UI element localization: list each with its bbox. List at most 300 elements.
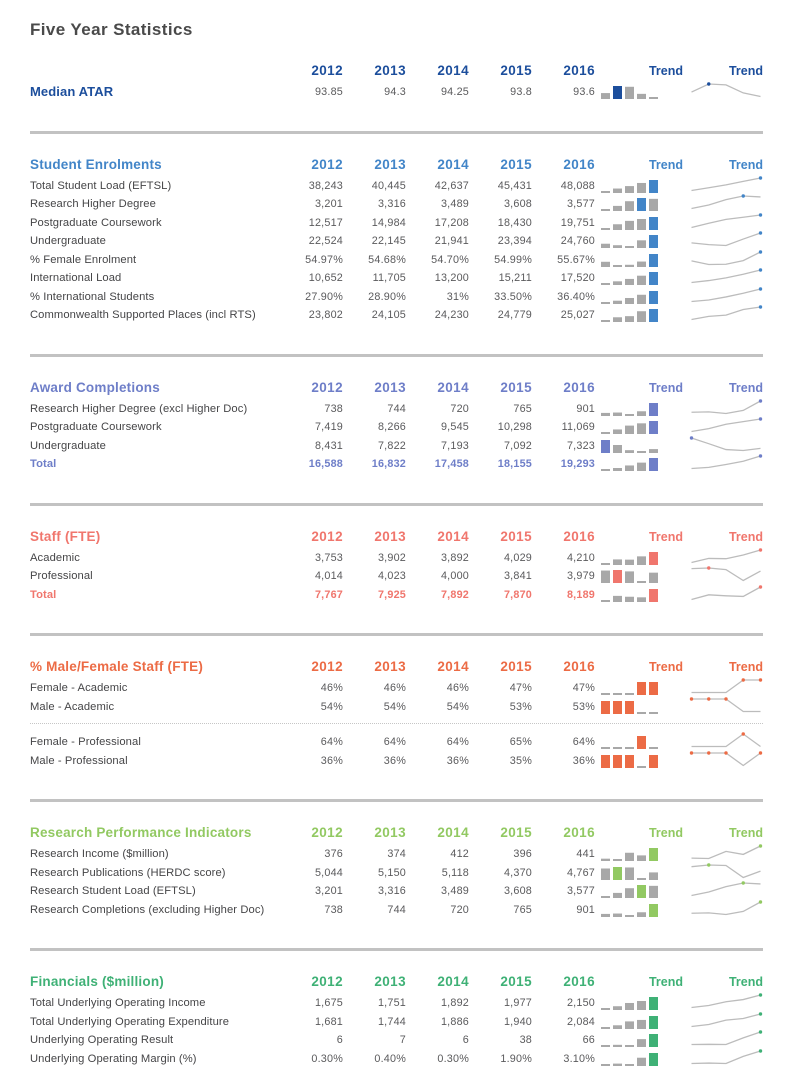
trend-bars-header: Trend xyxy=(648,157,683,172)
value-cell: 2,150 xyxy=(566,997,595,1009)
value-cell: 36% xyxy=(320,754,343,767)
value-cell: 1,892 xyxy=(440,997,469,1009)
section-header-row xyxy=(30,652,763,674)
value-cell: 54.70% xyxy=(431,253,469,266)
value-cell: 19,751 xyxy=(560,216,595,229)
section-title: Research Performance Indicators xyxy=(30,825,252,840)
section-header-row xyxy=(30,56,763,78)
value-cell: 0.30% xyxy=(437,1052,469,1065)
trend-bars-sparkline xyxy=(595,1015,683,1031)
row-label: Research Publications (HERDC score) xyxy=(30,866,226,879)
trend-bars-sparkline xyxy=(595,884,683,900)
trend-bars-sparkline xyxy=(595,754,683,770)
table-row xyxy=(30,398,763,417)
trend-line-sparkline xyxy=(683,880,763,900)
value-cell: 7,870 xyxy=(503,588,532,601)
year-header-2014: 2014 xyxy=(437,63,469,78)
trend-bars-sparkline xyxy=(595,996,683,1012)
value-cell: 5,150 xyxy=(377,866,406,879)
table-row xyxy=(30,899,763,918)
section-title: Staff (FTE) xyxy=(30,528,101,544)
trend-bars-header: Trend xyxy=(648,826,683,840)
value-cell: 738 xyxy=(324,402,343,415)
year-header-2014: 2014 xyxy=(437,156,469,172)
trend-line-sparkline xyxy=(683,992,763,1012)
row-label: Academic xyxy=(30,551,80,564)
value-cell: 765 xyxy=(513,903,532,916)
value-cell: 47% xyxy=(509,682,532,694)
value-cell: 1,886 xyxy=(440,1015,469,1028)
section-header-row xyxy=(30,522,763,544)
row-label: Total Student Load (EFTSL) xyxy=(30,179,172,192)
section-research-performance xyxy=(30,818,763,917)
value-cell: 16,588 xyxy=(308,458,343,470)
year-header-2013: 2013 xyxy=(374,156,406,172)
section-divider xyxy=(30,131,763,134)
year-header-2014: 2014 xyxy=(437,379,469,395)
row-label: Undergraduate xyxy=(30,235,106,247)
value-cell: 38,243 xyxy=(308,179,343,192)
trend-line-sparkline xyxy=(683,81,763,101)
value-cell: 765 xyxy=(513,402,532,415)
value-cell: 2,084 xyxy=(566,1015,595,1028)
trend-line-header: Trend xyxy=(728,529,763,544)
year-header-2015: 2015 xyxy=(500,825,532,840)
table-row xyxy=(30,565,763,584)
value-cell: 36% xyxy=(383,754,406,767)
value-cell: 3,608 xyxy=(503,198,532,210)
value-cell: 7,925 xyxy=(377,588,406,601)
value-cell: 93.85 xyxy=(314,86,343,98)
trend-bars-sparkline xyxy=(595,1052,683,1068)
trend-bars-sparkline xyxy=(595,735,683,751)
value-cell: 7,892 xyxy=(440,588,469,601)
table-row xyxy=(30,304,763,323)
table-row xyxy=(30,193,763,212)
value-cell: 46% xyxy=(446,682,469,694)
row-label: Postgraduate Coursework xyxy=(30,421,162,433)
trend-line-sparkline xyxy=(683,249,763,269)
trend-line-sparkline xyxy=(683,435,763,455)
value-cell: 4,023 xyxy=(377,570,406,582)
year-header-2016: 2016 xyxy=(563,528,595,544)
row-label: Total Underlying Operating Expenditure xyxy=(30,1015,230,1028)
trend-line-header: Trend xyxy=(728,826,763,840)
value-cell: 64% xyxy=(320,736,343,748)
row-label: Undergraduate xyxy=(30,439,106,452)
year-header-2016: 2016 xyxy=(563,156,595,172)
value-cell: 15,211 xyxy=(498,272,532,284)
year-header-2013: 2013 xyxy=(374,528,406,544)
value-cell: 54% xyxy=(383,700,406,713)
table-row xyxy=(30,175,763,194)
trend-line-header: Trend xyxy=(728,975,763,989)
trend-line-sparkline xyxy=(683,230,763,250)
value-cell: 3,316 xyxy=(377,198,406,210)
trend-line-sparkline xyxy=(683,175,763,195)
value-cell: 7,323 xyxy=(566,439,595,452)
year-header-2015: 2015 xyxy=(500,379,532,395)
row-label: Research Income ($million) xyxy=(30,848,169,860)
value-cell: 738 xyxy=(324,903,343,916)
value-cell: 38 xyxy=(519,1034,532,1046)
section-divider xyxy=(30,799,763,802)
table-row xyxy=(30,249,763,268)
year-header-2014: 2014 xyxy=(437,825,469,840)
section-divider xyxy=(30,503,763,506)
year-header-2012: 2012 xyxy=(311,974,343,989)
value-cell: 6 xyxy=(336,1034,343,1046)
year-header-2012: 2012 xyxy=(311,659,343,674)
table-row xyxy=(30,750,763,769)
trend-line-sparkline xyxy=(683,565,763,585)
trend-line-sparkline xyxy=(683,731,763,751)
value-cell: 4,014 xyxy=(314,570,343,582)
value-cell: 54.97% xyxy=(305,253,343,266)
value-cell: 7,822 xyxy=(377,439,406,452)
table-row xyxy=(30,992,763,1011)
value-cell: 65% xyxy=(509,736,532,748)
trend-bars-sparkline xyxy=(595,216,683,232)
year-header-2012: 2012 xyxy=(311,528,343,544)
value-cell: 36% xyxy=(446,754,469,767)
value-cell: 25,027 xyxy=(560,309,595,321)
value-cell: 93.8 xyxy=(510,86,532,98)
trend-bars-sparkline xyxy=(595,439,683,455)
value-cell: 16,832 xyxy=(371,458,406,470)
value-cell: 7,092 xyxy=(503,439,532,452)
section-divider xyxy=(30,354,763,357)
dotted-divider xyxy=(30,723,763,724)
section-divider xyxy=(30,633,763,636)
row-label: Underlying Operating Margin (%) xyxy=(30,1052,197,1065)
value-cell: 14,984 xyxy=(371,216,406,229)
value-cell: 7,193 xyxy=(440,439,469,452)
trend-line-sparkline xyxy=(683,899,763,919)
table-row xyxy=(30,547,763,566)
value-cell: 3,892 xyxy=(440,551,469,564)
section-divider xyxy=(30,948,763,951)
row-label: Total xyxy=(30,588,57,601)
table-row xyxy=(30,843,763,862)
value-cell: 3,577 xyxy=(566,885,595,897)
value-cell: 53% xyxy=(509,700,532,713)
value-cell: 744 xyxy=(387,903,406,916)
value-cell: 412 xyxy=(450,848,469,860)
value-cell: 1,977 xyxy=(503,997,532,1009)
page-title: Five Year Statistics xyxy=(30,20,193,39)
year-header-2012: 2012 xyxy=(311,63,343,78)
value-cell: 64% xyxy=(446,736,469,748)
year-header-2015: 2015 xyxy=(500,63,532,78)
value-cell: 4,210 xyxy=(566,551,595,564)
row-label: Male - Academic xyxy=(30,700,115,713)
trend-bars-header: Trend xyxy=(648,660,683,674)
year-header-2012: 2012 xyxy=(311,825,343,840)
year-header-2015: 2015 xyxy=(500,659,532,674)
year-header-2013: 2013 xyxy=(374,825,406,840)
value-cell: 376 xyxy=(324,848,343,860)
year-header-2016: 2016 xyxy=(563,974,595,989)
row-label: Total xyxy=(30,458,57,470)
value-cell: 94.3 xyxy=(384,86,406,98)
value-cell: 42,637 xyxy=(434,179,469,192)
trend-line-sparkline xyxy=(683,212,763,232)
year-header-2013: 2013 xyxy=(374,974,406,989)
trend-bars-sparkline xyxy=(595,197,683,213)
value-cell: 8,189 xyxy=(566,588,595,601)
value-cell: 396 xyxy=(513,848,532,860)
value-cell: 3,201 xyxy=(314,198,343,210)
value-cell: 45,431 xyxy=(497,179,532,192)
row-label: % International Students xyxy=(30,290,155,303)
trend-line-sparkline xyxy=(683,416,763,436)
value-cell: 1,940 xyxy=(503,1015,532,1028)
table-row xyxy=(30,584,763,603)
trend-bars-sparkline xyxy=(595,271,683,287)
value-cell: 1,675 xyxy=(314,997,343,1009)
value-cell: 64% xyxy=(572,736,595,748)
year-header-2013: 2013 xyxy=(374,63,406,78)
value-cell: 4,029 xyxy=(503,551,532,564)
trend-line-sparkline xyxy=(683,696,763,716)
value-cell: 901 xyxy=(576,903,595,916)
row-label: Commonwealth Supported Places (incl RTS) xyxy=(30,309,256,321)
trend-line-sparkline xyxy=(683,398,763,418)
table-row xyxy=(30,230,763,249)
value-cell: 31% xyxy=(446,290,469,303)
value-cell: 3,577 xyxy=(566,198,595,210)
value-cell: 4,000 xyxy=(440,570,469,582)
section-title: Financials ($million) xyxy=(30,974,164,989)
value-cell: 3,316 xyxy=(377,885,406,897)
section-student-enrolments xyxy=(30,150,763,323)
table-row xyxy=(30,862,763,881)
value-cell: 55.67% xyxy=(557,253,595,266)
trend-line-sparkline xyxy=(683,584,763,604)
value-cell: 28.90% xyxy=(368,290,406,303)
trend-line-sparkline xyxy=(683,843,763,863)
year-header-2014: 2014 xyxy=(437,659,469,674)
year-header-2016: 2016 xyxy=(563,659,595,674)
year-header-2013: 2013 xyxy=(374,659,406,674)
value-cell: 48,088 xyxy=(560,179,595,192)
row-label: Female - Professional xyxy=(30,736,141,748)
value-cell: 720 xyxy=(450,903,469,916)
value-cell: 5,044 xyxy=(314,866,343,879)
row-label: Male - Professional xyxy=(30,754,128,767)
value-cell: 53% xyxy=(572,700,595,713)
value-cell: 5,118 xyxy=(441,866,469,879)
table-row xyxy=(30,435,763,454)
trend-line-header: Trend xyxy=(728,380,763,395)
section-financials xyxy=(30,967,763,1066)
value-cell: 3,489 xyxy=(440,885,469,897)
value-cell: 3,753 xyxy=(314,551,343,564)
value-cell: 6 xyxy=(462,1034,469,1046)
section-title: Award Completions xyxy=(30,379,160,395)
row-label: Professional xyxy=(30,570,93,582)
section-staff-fte xyxy=(30,522,763,603)
table-row xyxy=(30,212,763,231)
value-cell: 21,941 xyxy=(434,235,469,247)
value-cell: 66 xyxy=(582,1034,595,1046)
section-header-row xyxy=(30,150,763,172)
row-label: % Female Enrolment xyxy=(30,253,137,266)
value-cell: 54% xyxy=(320,700,343,713)
value-cell: 7,767 xyxy=(314,588,343,601)
trend-line-header: Trend xyxy=(728,157,763,172)
row-label: International Load xyxy=(30,272,122,284)
value-cell: 3,979 xyxy=(566,570,595,582)
trend-line-header: Trend xyxy=(728,64,763,78)
value-cell: 0.40% xyxy=(374,1052,406,1065)
value-cell: 22,524 xyxy=(308,235,343,247)
row-label: Median ATAR xyxy=(30,84,114,99)
value-cell: 1,681 xyxy=(314,1015,343,1028)
value-cell: 720 xyxy=(450,402,469,415)
trend-bars-sparkline xyxy=(595,457,683,473)
year-header-2015: 2015 xyxy=(500,156,532,172)
value-cell: 18,430 xyxy=(497,216,532,229)
row-label: Female - Academic xyxy=(30,682,128,694)
value-cell: 54% xyxy=(446,700,469,713)
value-cell: 23,802 xyxy=(308,309,343,321)
value-cell: 3,489 xyxy=(440,198,469,210)
trend-bars-sparkline xyxy=(595,1033,683,1049)
row-label: Research Higher Degree xyxy=(30,198,156,210)
trend-bars-sparkline xyxy=(595,290,683,306)
row-label: Total Underlying Operating Income xyxy=(30,997,206,1009)
year-header-2016: 2016 xyxy=(563,379,595,395)
trend-bars-sparkline xyxy=(595,588,683,604)
trend-line-sparkline xyxy=(683,286,763,306)
trend-line-header: Trend xyxy=(728,660,763,674)
value-cell: 33.50% xyxy=(494,290,532,303)
value-cell: 47% xyxy=(572,682,595,694)
row-label: Postgraduate Coursework xyxy=(30,216,162,229)
year-header-2016: 2016 xyxy=(563,825,595,840)
trend-bars-sparkline xyxy=(595,179,683,195)
trend-bars-header: Trend xyxy=(648,380,683,395)
section-overview xyxy=(30,56,763,100)
trend-bars-header: Trend xyxy=(648,529,683,544)
trend-bars-sparkline xyxy=(595,681,683,697)
table-row xyxy=(30,1029,763,1048)
table-row xyxy=(30,453,763,472)
trend-line-sparkline xyxy=(683,547,763,567)
value-cell: 46% xyxy=(320,682,343,694)
row-label: Research Student Load (EFTSL) xyxy=(30,885,196,897)
trend-bars-sparkline xyxy=(595,402,683,418)
value-cell: 9,545 xyxy=(440,421,469,433)
value-cell: 24,760 xyxy=(560,235,595,247)
value-cell: 27.90% xyxy=(305,290,343,303)
year-header-2012: 2012 xyxy=(311,156,343,172)
trend-bars-sparkline xyxy=(595,903,683,919)
value-cell: 3,201 xyxy=(314,885,343,897)
value-cell: 19,293 xyxy=(560,458,595,470)
trend-line-sparkline xyxy=(683,267,763,287)
trend-bars-sparkline xyxy=(595,569,683,585)
value-cell: 901 xyxy=(576,402,595,415)
trend-line-sparkline xyxy=(683,862,763,882)
value-cell: 17,520 xyxy=(560,272,595,284)
trend-bars-header: Trend xyxy=(648,64,683,78)
value-cell: 24,779 xyxy=(497,309,532,321)
value-cell: 35% xyxy=(509,754,532,767)
table-row xyxy=(30,267,763,286)
value-cell: 54.99% xyxy=(494,253,532,266)
value-cell: 8,431 xyxy=(314,439,343,452)
value-cell: 1,751 xyxy=(377,997,406,1009)
value-cell: 1,744 xyxy=(377,1015,406,1028)
trend-bars-sparkline xyxy=(595,700,683,716)
section-title: Student Enrolments xyxy=(30,156,162,172)
value-cell: 744 xyxy=(387,402,406,415)
value-cell: 17,458 xyxy=(434,458,469,470)
value-cell: 18,155 xyxy=(497,458,532,470)
section-header-row xyxy=(30,818,763,840)
table-row xyxy=(30,731,763,750)
value-cell: 4,767 xyxy=(566,866,595,879)
section-male-female-staff xyxy=(30,652,763,768)
row-label: Research Completions (excluding Higher Doc) xyxy=(30,903,265,916)
trend-bars-sparkline xyxy=(595,847,683,863)
trend-bars-sparkline xyxy=(595,234,683,250)
value-cell: 1.90% xyxy=(500,1052,532,1065)
section-award-completions xyxy=(30,373,763,472)
value-cell: 3.10% xyxy=(563,1052,595,1065)
trend-line-sparkline xyxy=(683,304,763,324)
year-header-2013: 2013 xyxy=(374,379,406,395)
table-row xyxy=(30,81,763,100)
trend-bars-sparkline xyxy=(595,420,683,436)
section-title: % Male/Female Staff (FTE) xyxy=(30,659,204,674)
value-cell: 13,200 xyxy=(434,272,469,284)
year-header-2015: 2015 xyxy=(500,974,532,989)
table-row xyxy=(30,286,763,305)
value-cell: 7 xyxy=(399,1034,406,1046)
year-header-2012: 2012 xyxy=(311,379,343,395)
section-header-row xyxy=(30,373,763,395)
trend-bars-sparkline xyxy=(595,866,683,882)
value-cell: 22,145 xyxy=(371,235,406,247)
value-cell: 3,608 xyxy=(503,885,532,897)
table-row xyxy=(30,416,763,435)
value-cell: 23,394 xyxy=(497,235,532,247)
value-cell: 11,069 xyxy=(561,421,595,433)
table-row xyxy=(30,1048,763,1067)
year-header-2014: 2014 xyxy=(437,528,469,544)
trend-line-sparkline xyxy=(683,1048,763,1068)
row-label: Research Higher Degree (excl Higher Doc) xyxy=(30,402,248,415)
value-cell: 3,902 xyxy=(377,551,406,564)
table-row xyxy=(30,696,763,715)
table-row xyxy=(30,677,763,696)
value-cell: 0.30% xyxy=(311,1052,343,1065)
value-cell: 441 xyxy=(576,848,595,860)
value-cell: 3,841 xyxy=(503,570,532,582)
trend-line-sparkline xyxy=(683,677,763,697)
row-label: Underlying Operating Result xyxy=(30,1034,174,1046)
trend-bars-sparkline xyxy=(595,253,683,269)
value-cell: 8,266 xyxy=(377,421,406,433)
value-cell: 64% xyxy=(383,736,406,748)
year-header-2016: 2016 xyxy=(563,63,595,78)
trend-bars-sparkline xyxy=(595,308,683,324)
value-cell: 12,517 xyxy=(308,216,343,229)
